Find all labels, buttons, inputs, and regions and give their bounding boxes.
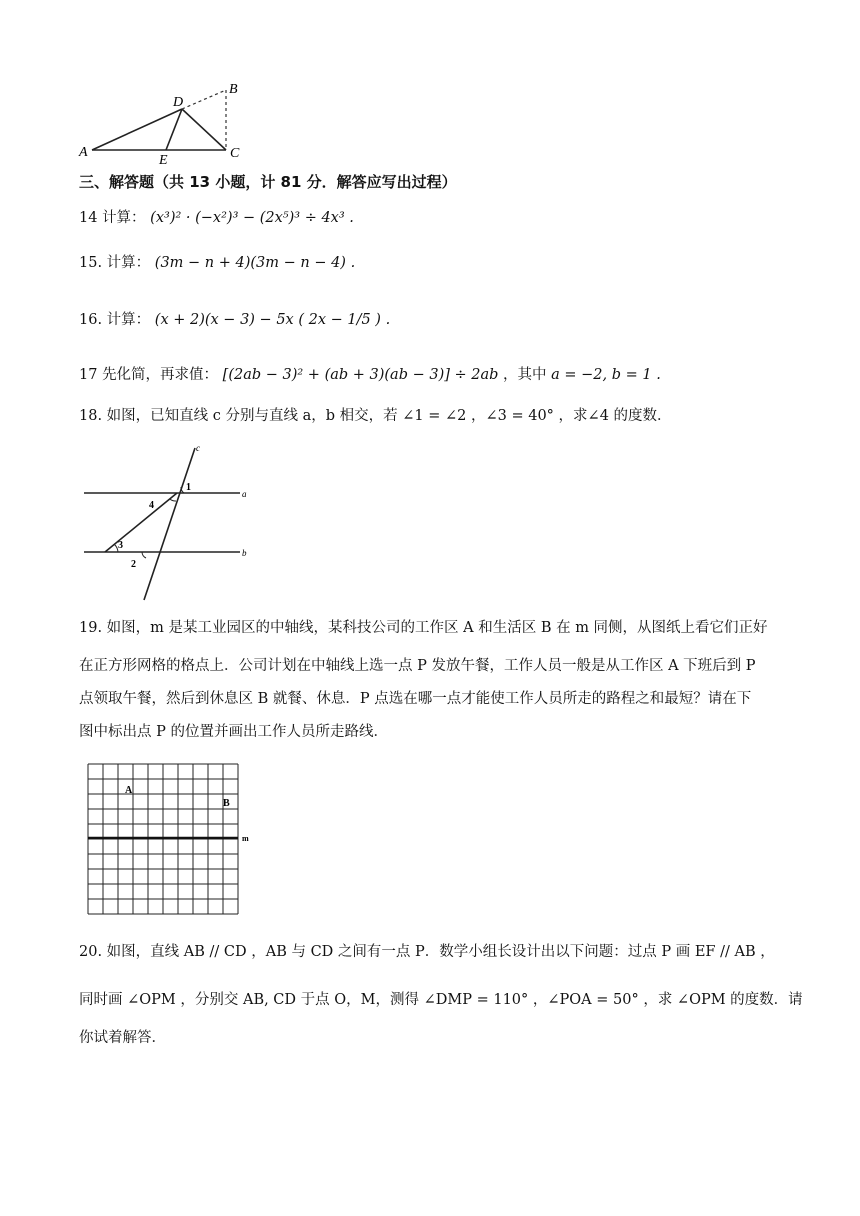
label-a-line: a xyxy=(242,489,247,499)
question-number: 16. xyxy=(79,312,103,328)
label-a: A xyxy=(79,145,88,160)
question-label: 计算： xyxy=(106,255,151,271)
angle-arc-1 xyxy=(181,487,184,493)
label-b-point: B xyxy=(223,798,230,809)
question-19-line-3: 点领取午餐，然后到休息区 B 就餐、休息．P 点选在哪一点才能使工作人员所走的路程之和最短？请在下 xyxy=(79,691,752,707)
label-e: E xyxy=(159,153,168,168)
label-d: D xyxy=(173,95,184,110)
line-c xyxy=(144,448,195,600)
condition-label: ，其中 xyxy=(503,367,547,383)
question-16 xyxy=(79,310,390,330)
question-20-line-1: 20. 如图，直线 AB // CD ，AB 与 CD 之间有一点 P．数学小组长设计出以下问题：过点 P 画 EF // AB ， xyxy=(79,944,775,960)
triangle-figure xyxy=(70,78,260,168)
question-label: 先化简，再求值： xyxy=(102,367,219,383)
question-label: 计算： xyxy=(106,312,151,328)
triangle-lines xyxy=(92,109,226,150)
question-14 xyxy=(79,208,354,228)
section-title: 三、解答题（共 13 小题，计 81 分．解答应写出过程） xyxy=(79,173,457,191)
grid-figure xyxy=(82,758,262,918)
label-b-line: b xyxy=(242,548,247,558)
expression: (x + 2)(x − 3) − 5x ( 2x − 1/5 ) . xyxy=(154,312,391,328)
transversal xyxy=(105,493,177,552)
angle-arc-4 xyxy=(170,499,176,501)
label-c-line: c xyxy=(196,443,200,453)
dotted-segment-db xyxy=(182,90,226,109)
question-19-line-2: 在正方形网格的格点上．公司计划在中轴线上选一点 P 发放午餐，工作人员一般是从工作区 A 下班后到 P xyxy=(79,658,756,674)
angle-label-1: 1 xyxy=(186,482,191,493)
angle-label-2: 2 xyxy=(131,559,136,570)
question-20-line-2: 同时画 ∠OPM ，分别交 AB, CD 于点 O，M，测得 ∠DMP = 110° ，∠POA = 50° ，求 ∠OPM 的度数．请 xyxy=(79,992,803,1008)
condition: a = −2, b = 1 . xyxy=(551,367,661,383)
angle-arc-2 xyxy=(142,552,146,558)
question-20-line-3: 你试着解答． xyxy=(79,1030,166,1046)
label-c: C xyxy=(230,146,240,161)
question-19-line-1: 19. 如图，m 是某工业园区的中轴线，某科技公司的工作区 A 和生活区 B 在 m 同侧，从图纸上看它们正好 xyxy=(79,620,768,636)
question-17 xyxy=(79,365,661,385)
expression: [(2ab − 3)² + (ab + 3)(ab − 3)] ÷ 2ab xyxy=(222,367,499,383)
question-label: 计算： xyxy=(102,210,146,226)
question-number: 15. xyxy=(79,255,103,271)
angle-label-4: 4 xyxy=(149,500,154,511)
question-18: 18. 如图，已知直线 c 分别与直线 a，b 相交，若 ∠1 = ∠2 ，∠3 = 40° ，求∠4 的度数． xyxy=(79,408,672,424)
label-b: B xyxy=(229,82,238,97)
expression: (3m − n + 4)(3m − n − 4) . xyxy=(154,255,356,271)
angle-label-3: 3 xyxy=(118,540,123,551)
expression: (x³)² · (−x²)³ − (2x⁵)³ ÷ 4x³ . xyxy=(150,210,354,226)
question-number: 17 xyxy=(79,367,98,383)
label-a-point: A xyxy=(125,785,133,796)
question-19-line-4: 图中标出点 P 的位置并画出工作人员所走路线． xyxy=(79,724,388,740)
question-15 xyxy=(79,253,355,273)
intersecting-lines-figure xyxy=(78,440,268,605)
question-number: 14 xyxy=(79,210,98,226)
label-m-axis: m xyxy=(242,834,249,843)
